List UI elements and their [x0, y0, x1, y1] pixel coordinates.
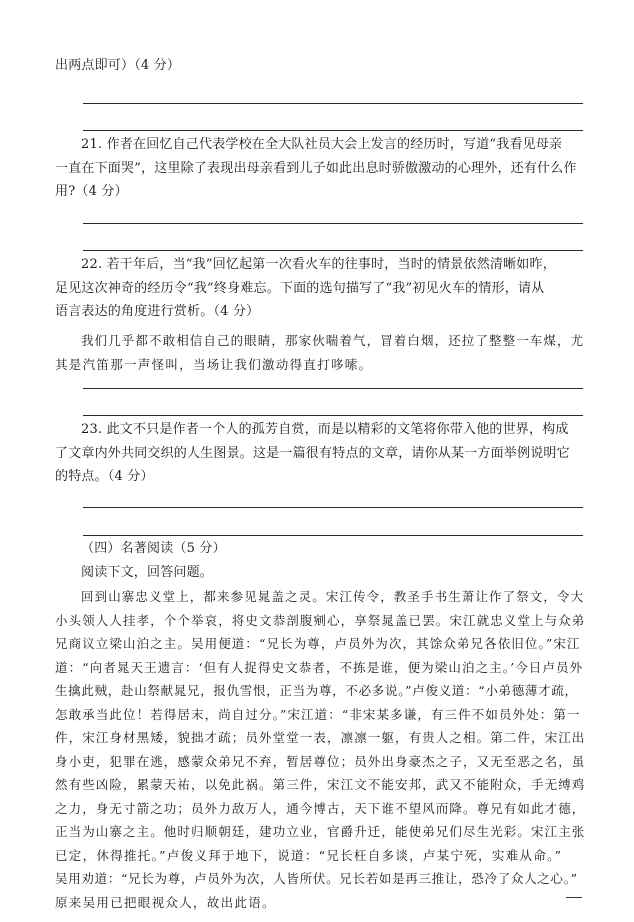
question-tail: 出两点即可）（4 分） [55, 58, 181, 73]
passage-line: 兄商议立梁山泊之主。吴用便道：“兄长为尊，卢员外为次，其馀众弟兄各依旧位。”宋江 [55, 636, 581, 651]
passage-line: 已定，休得推托。”卢俊义拜于地下，说道：“兄长枉自多谈，卢某宁死，实难从命。” [55, 848, 563, 863]
passage-line: 小头领人人挂孝，个个举哀，将史文恭剖腹剜心，享祭晁盖已罢。宋江就忠义堂上与众弟 [55, 613, 586, 628]
passage-line: 原来吴用已把眼视众人，故出此语。 [55, 895, 276, 910]
answer-line[interactable] [83, 415, 583, 416]
passage-line: 正当为山寨之主。他时归顺朝廷，建功立业，官爵升迁，能使弟兄们尽生光彩。宋江主张 [55, 824, 586, 839]
passage-line: 怎敢承当此位！若得居末，尚自过分。”宋江道：“非宋某多谦，有三件不如员外处：第一 [55, 707, 581, 722]
question-22-line: 足见这次神奇的经历令“我”终身难忘。下面的选句描写了“我”初见火车的情形，请从 [55, 281, 545, 296]
answer-line[interactable] [83, 130, 583, 131]
answer-line[interactable] [83, 103, 583, 104]
passage-line: 然有些凶险，累蒙天祐，以免此祸。第三件，宋江文不能安邦，武又不能附众，手无缚鸡 [55, 777, 586, 792]
answer-line[interactable] [83, 388, 583, 389]
answer-line[interactable] [83, 250, 583, 251]
question-21-line: 21. 作者在回忆自己代表学校在全大队社员大会上发言的经历时，写道“我看见母亲 [81, 137, 563, 152]
passage-line: 生擒此贼，赴山祭献晁兄，报仇雪恨，正当为尊，不必多说。”卢俊义道：“小弟德薄才疏， [55, 683, 578, 698]
question-22-quote: 我们几乎都不敢相信自己的眼睛，那家伙喘着气，冒着白烟，还拉了整整一车煤，尤 [81, 333, 585, 348]
page-end-mark [566, 897, 582, 898]
section-heading: （四）名著阅读（5 分） [81, 541, 226, 556]
question-22-line: 语言表达的角度进行赏析。（4 分） [55, 304, 260, 319]
passage-line: 吴用劝道：“兄长为尊，卢员外为次，人皆所伏。兄长若如是再三推让，恐冷了众人之心。” [55, 871, 578, 886]
question-23-line: 23. 此文不只是作者一个人的孤芳自赏，而是以精彩的文笔将你带入他的世界，构成 [81, 422, 569, 437]
question-22-quote: 其是汽笛那一声怪叫，当场让我们激动得直打哆嗦。 [55, 357, 373, 372]
passage-line: 件，宋江身材黑矮，貌拙才疏；员外堂堂一表，凛凛一躯，有贵人之相。第二件，宋江出 [55, 730, 586, 745]
passage-line: 身小吏，犯罪在逃，感蒙众弟兄不弃，暂居尊位；员外出身豪杰之子，又无至恶之名，虽 [55, 754, 586, 769]
answer-line[interactable] [83, 507, 583, 508]
question-22-line: 22. 若干年后，当“我”回忆起第一次看火车的往事时，当时的情景依然清晰如昨， [81, 257, 556, 272]
answer-line[interactable] [83, 223, 583, 224]
answer-line[interactable] [83, 535, 583, 536]
section-instruction: 阅读下文，回答问题。 [81, 565, 214, 580]
question-21-line: 用?（4 分） [55, 184, 128, 199]
passage-line: 之力，身无寸箭之功；员外力敌万人，通今博古，天下谁不望风而降。尊兄有如此才德， [55, 801, 586, 816]
question-23-line: 的特点。（4 分） [55, 469, 154, 484]
passage-line: 回到山寨忠义堂上，都来参见晁盖之灵。宋江传令，教圣手书生萧让作了祭文，令大 [81, 589, 585, 604]
passage-line: 道：“向者晁天王遗言：‘但有人捉得史文恭者，不拣是谁，便为梁山泊之主。’今日卢员外 [55, 660, 584, 675]
question-21-line: 一直在下面哭”，这里除了表现出母亲看到儿子如此出息时骄傲激动的心理外，还有什么作 [55, 161, 577, 176]
question-23-line: 了文章内外共同交织的人生图景。这是一篇很有特点的文章，请你从某一方面举例说明它 [55, 446, 570, 461]
